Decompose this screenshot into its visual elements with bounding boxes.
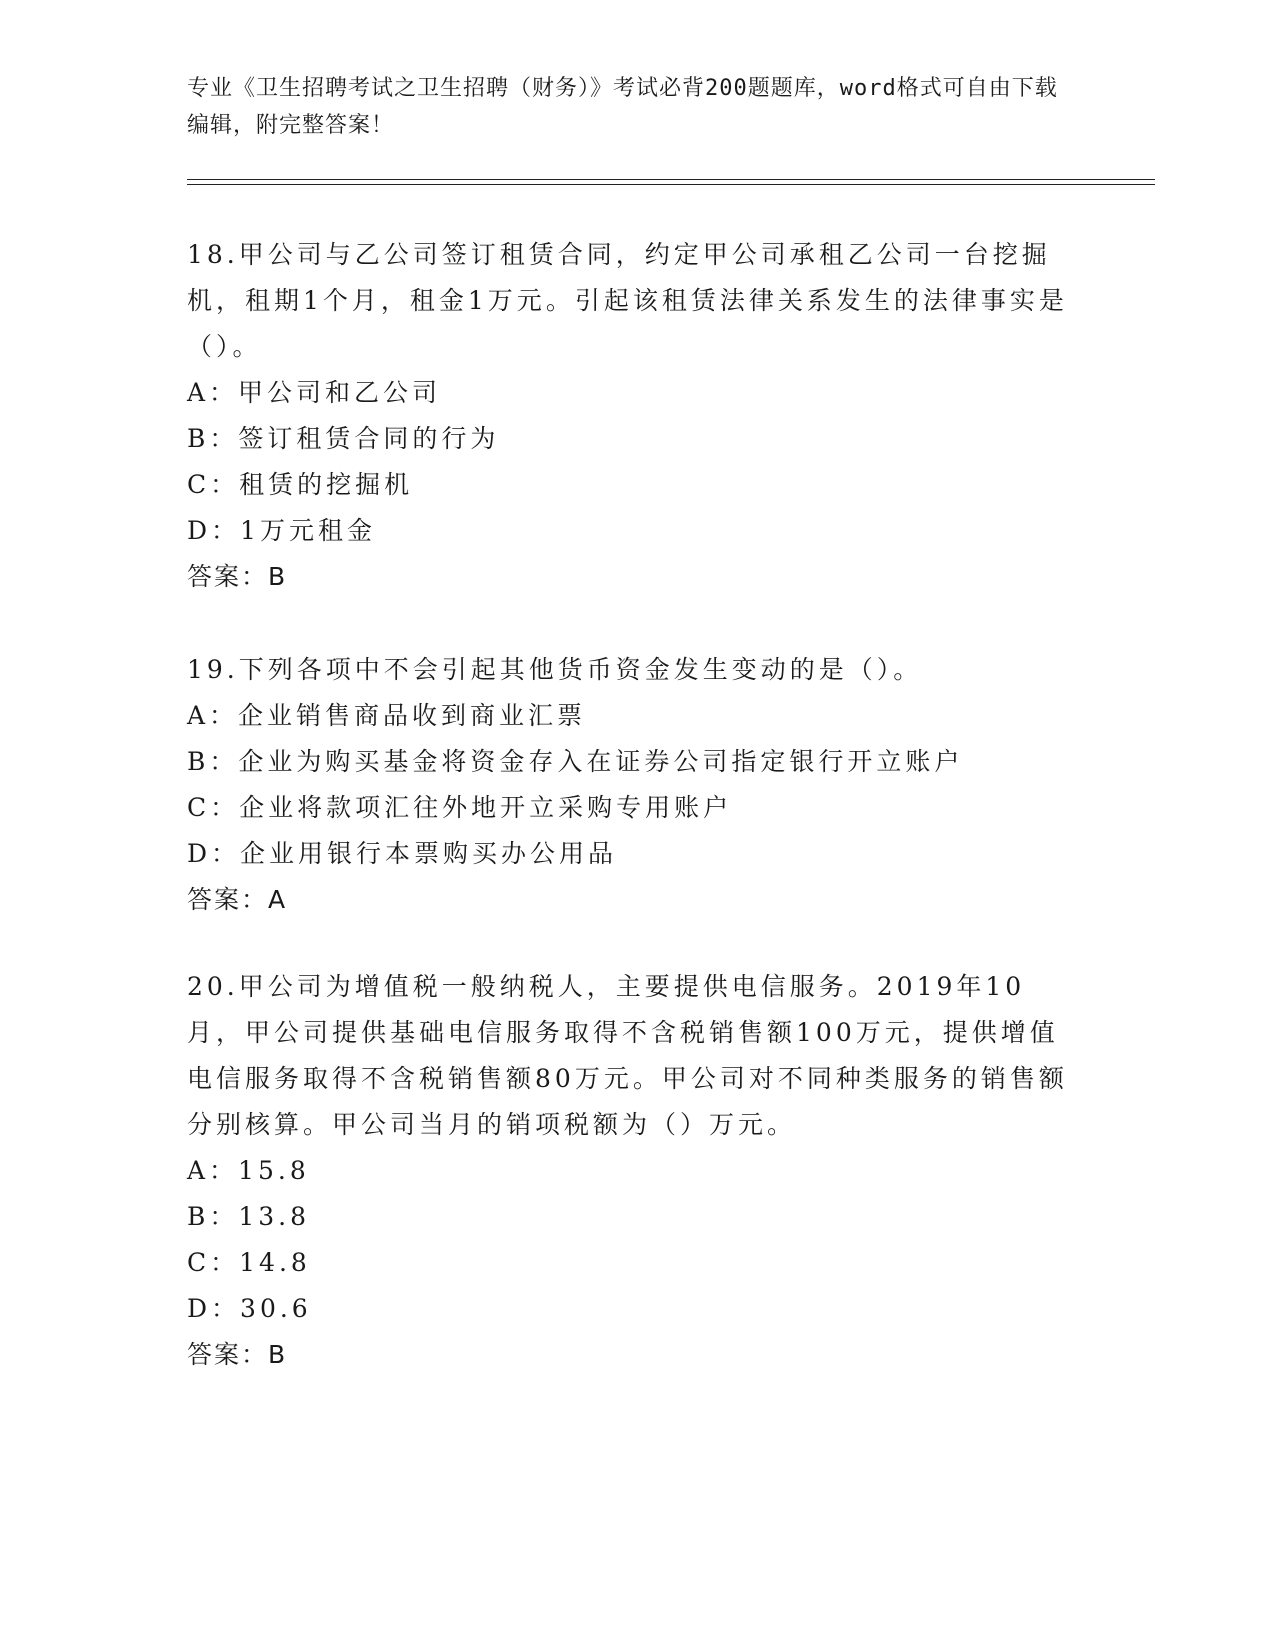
question-stem: 20.甲公司为增值税一般纳税人，主要提供电信服务。2019年10月，甲公司提供基础电信服务取得不含税销售额100万元，提供增值电信服务取得不含税销售额80万元。甲公司对不同种类服务的销售额分别核算。甲公司当月的销项税额为（）万元。 (187, 972, 1068, 1139)
option-d: D：1万元租金 (187, 516, 376, 545)
option-a: A：甲公司和乙公司 (187, 378, 442, 407)
question-stem: 18.甲公司与乙公司签订租赁合同，约定甲公司承租乙公司一台挖掘机，租期1个月，租金1万元。引起该租赁法律关系发生的法律事实是（）。 (187, 240, 1068, 361)
option-d: D：企业用银行本票购买办公用品 (187, 839, 618, 868)
question-18 (187, 232, 1077, 600)
question-20 (187, 964, 1077, 1378)
question-19 (187, 647, 1077, 923)
header-divider-bottom (187, 184, 1155, 185)
header-divider-top (187, 179, 1155, 180)
option-d: D：30.6 (187, 1294, 312, 1323)
option-b: B：13.8 (187, 1202, 311, 1231)
option-b: B：企业为购买基金将资金存入在证券公司指定银行开立账户 (187, 747, 964, 776)
option-c: C：租赁的挖掘机 (187, 470, 414, 499)
option-c: C：14.8 (187, 1248, 311, 1277)
option-b: B：签订租赁合同的行为 (187, 424, 500, 453)
option-a: A：15.8 (187, 1156, 310, 1185)
option-a: A：企业销售商品收到商业汇票 (187, 701, 587, 730)
answer: 答案：B (187, 562, 288, 591)
option-c: C：企业将款项汇往外地开立采购专用账户 (187, 793, 733, 822)
answer: 答案：B (187, 1340, 288, 1369)
document-header: 专业《卫生招聘考试之卫生招聘（财务）》考试必背200题题库，word格式可自由下载编辑，附完整答案！ (187, 76, 1058, 138)
question-stem: 19.下列各项中不会引起其他货币资金发生变动的是（）。 (187, 655, 923, 684)
answer: 答案：A (187, 885, 288, 914)
